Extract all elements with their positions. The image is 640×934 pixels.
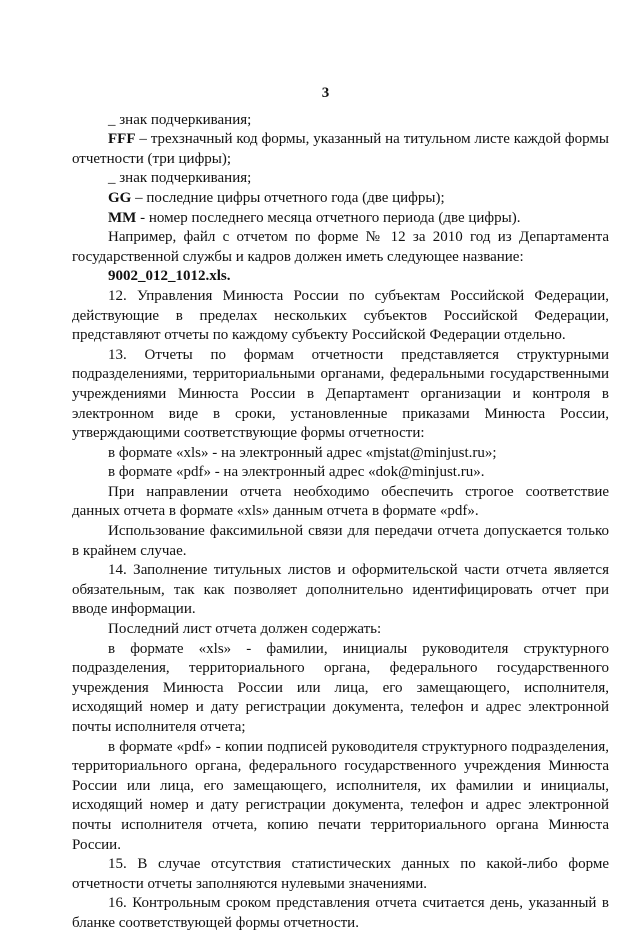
paragraph-text: - номер последнего месяца отчетного периода (две цифры). — [136, 209, 521, 226]
paragraph-text: 15. В случае отсутствия статистических данных по какой-либо форме отчетности отчеты заполняются нулевыми значениями. — [72, 856, 609, 892]
paragraph-text: При направлении отчета необходимо обеспечить строгое соответствие данных отчета в формате «xls» данным отчета в формате «pdf». — [72, 483, 609, 520]
paragraph — [72, 228, 609, 267]
paragraph — [72, 111, 609, 131]
paragraph — [72, 894, 609, 933]
paragraph-text: 14. Заполнение титульных листов и оформительской части отчета является обязательным, так как позволяет дополнительно идентифицировать отчет при вводе информации. — [72, 562, 609, 618]
paragraph-text: Например, файл с отчетом по форме № 12 за 2010 год из Департамента государственной службы и кадров должен иметь следующее название: — [72, 229, 609, 265]
page-number: 3 — [321, 85, 330, 101]
paragraph-text: – трехзначный код формы, указанный на титульном листе каждой формы отчетности (три цифры); — [72, 131, 609, 167]
document-body — [72, 111, 609, 934]
paragraph — [72, 463, 609, 483]
paragraph-text: – последние цифры отчетного года (две цифры); — [131, 189, 445, 206]
paragraph-text: _ знак подчеркивания; — [108, 170, 252, 187]
paragraph — [72, 130, 609, 169]
paragraph-text: в формате «pdf» - на электронный адрес «dok@minjust.ru». — [108, 464, 485, 481]
paragraph — [72, 267, 609, 287]
paragraph — [72, 209, 609, 229]
bold-term: FFF — [108, 131, 136, 148]
bold-term: GG — [108, 189, 132, 206]
paragraph-text: Использование факсимильной связи для передачи отчета допускается только в крайнем случае. — [72, 523, 609, 559]
paragraph — [72, 169, 609, 189]
document-page — [72, 84, 609, 934]
paragraph-text: в формате «xls» - на электронный адрес «mjstat@minjust.ru»; — [108, 444, 497, 461]
paragraph — [72, 640, 609, 738]
bold-term: MM — [108, 209, 137, 226]
paragraph-text: 13. Отчеты по формам отчетности представляется структурными подразделениями, территориальными органами, федеральными государственными учреждениями Минюста России в Департамент организации и контроля в электронном виде в сроки, установленные приказами Минюста России, утверждающими соответствующие формы отчетности: — [72, 346, 609, 442]
paragraph-text: в формате «xls» - фамилии, инициалы руководителя структурного подразделения, территориального органа, федерального государственного учреждения Минюста России или лица, его замещающего, исполнителя, исходящий номер и дату регистрации документа, телефон и адрес электронной почты исполнителя отчета; — [72, 640, 609, 735]
paragraph — [72, 738, 609, 856]
paragraph-text: 16. Контрольным сроком представления отчета считается день, указанный в бланке соответствующей формы отчетности. — [72, 895, 609, 931]
paragraph — [72, 189, 609, 209]
paragraph-text: 12. Управления Минюста России по субъектам Российской Федерации, действующие в пределах нескольких субъектов Российской Федерации, представляют отчеты по каждому субъекту Российской Федерации отдельно. — [72, 287, 609, 344]
bold-term: 9002_012_1012.xls. — [108, 268, 231, 285]
paragraph-text: _ знак подчеркивания; — [108, 111, 252, 128]
paragraph-text: Последний лист отчета должен содержать: — [108, 621, 382, 638]
paragraph-text: в формате «pdf» - копии подписей руководителя структурного подразделения, территориального органа, федерального государственного учреждения Минюста России или лица, его замещающего, исполнителя, их фамилии и инициалы, исходящий номер и дату регистрации документа, телефон и адрес электронной почты исполнителя отчета, копию печати территориального органа Минюста России. — [72, 738, 609, 853]
paragraph — [72, 561, 609, 620]
paragraph — [72, 522, 609, 561]
paragraph — [72, 620, 609, 640]
paragraph — [72, 444, 609, 464]
paragraph — [72, 287, 609, 346]
paragraph — [72, 346, 609, 444]
paragraph — [72, 855, 609, 894]
paragraph — [72, 483, 609, 522]
